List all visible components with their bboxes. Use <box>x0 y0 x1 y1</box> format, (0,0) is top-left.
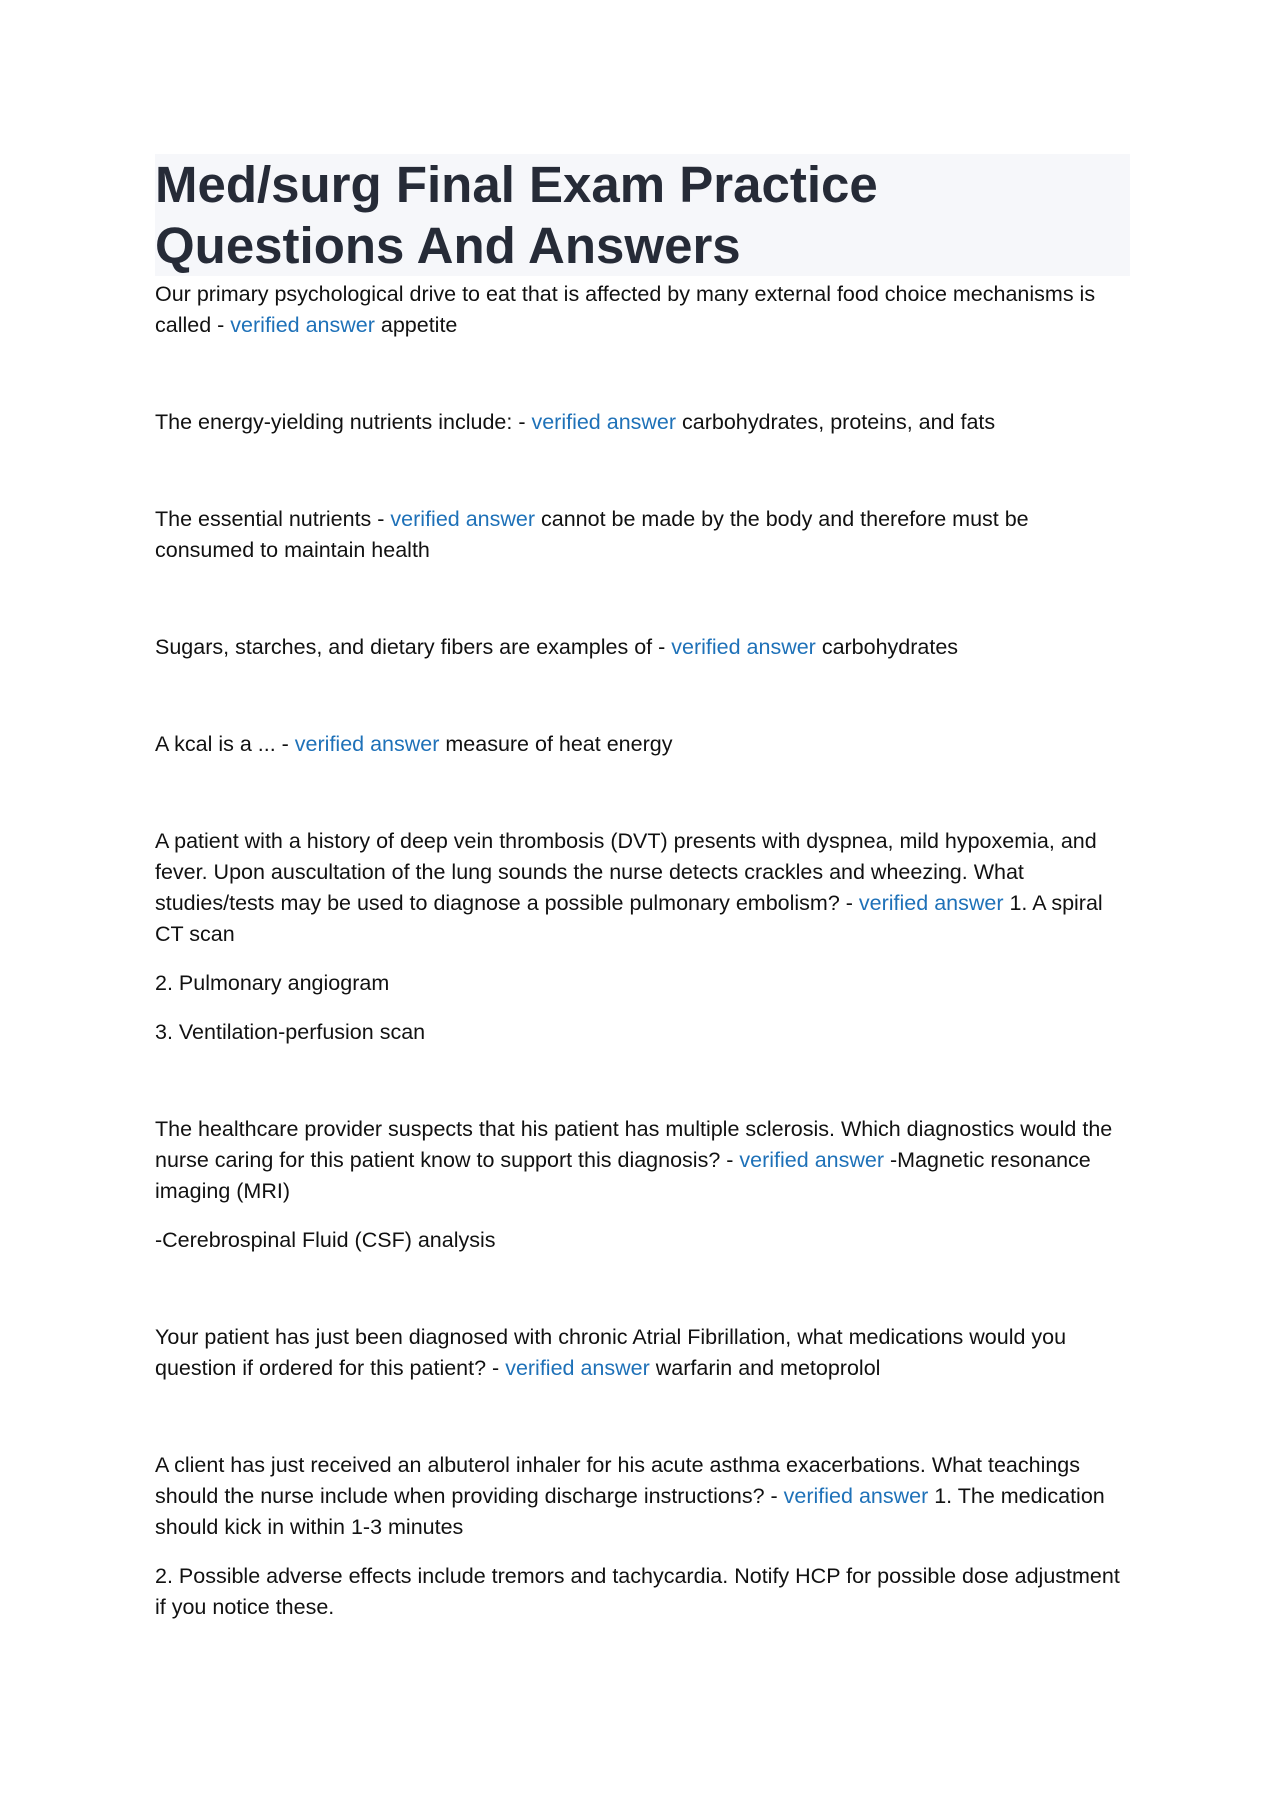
qa-item <box>155 407 1130 438</box>
question-text: The essential nutrients - <box>155 507 391 531</box>
qa-question <box>155 729 1130 760</box>
answer-list-item: 3. Ventilation-perfusion scan <box>155 1020 426 1044</box>
question-text: The energy-yielding nutrients include: - <box>155 410 532 434</box>
verified-answer-link[interactable]: verified answer <box>505 1356 650 1380</box>
verified-answer-link[interactable]: verified answer <box>531 410 677 434</box>
answer-text: appetite <box>374 313 458 337</box>
title-line-2: Questions And Answers <box>155 217 741 274</box>
verified-answer-link[interactable]: verified answer <box>858 891 1004 915</box>
answer-text: carbohydrates <box>815 635 959 659</box>
qa-question <box>155 1322 1130 1384</box>
qa-item <box>155 1114 1130 1256</box>
qa-item <box>155 279 1130 341</box>
question-text: A client has just received an albuterol inhaler for his acute asthma exacerbations. What teachings should the nurse include when providing discharge instructions? - <box>155 1453 1081 1508</box>
qa-question <box>155 407 1130 438</box>
answer-text: 1. The medication should kick in within 1-3 minutes <box>155 1484 1105 1539</box>
document-page <box>155 154 1130 1623</box>
qa-item <box>155 1450 1130 1623</box>
qa-item <box>155 729 1130 760</box>
answer-text: 1. A spiral CT scan <box>155 891 1103 946</box>
title-line-1: Med/surg Final Exam Practice <box>155 156 878 213</box>
document-title <box>155 154 1130 276</box>
answer-text: cannot be made by the body and therefore must be consumed to maintain health <box>155 507 1029 562</box>
qa-item <box>155 632 1130 663</box>
answer-list-item: 2. Pulmonary angiogram <box>155 971 390 995</box>
qa-item <box>155 1322 1130 1384</box>
verified-answer-link[interactable]: verified answer <box>739 1148 884 1172</box>
qa-question <box>155 826 1130 950</box>
qa-question <box>155 504 1130 566</box>
verified-answer-link[interactable]: verified answer <box>294 732 440 756</box>
question-text: A patient with a history of deep vein thrombosis (DVT) presents with dyspnea, mild hypoxemia, and fever. Upon auscultation of the lung sounds the nurse detects crackles and wheezing. What studies/tests may be used to diagnose a possible pulmonary embolism? - <box>155 829 1097 915</box>
answer-text: warfarin and metoprolol <box>649 1356 881 1380</box>
answer-text: measure of heat energy <box>439 732 673 756</box>
verified-answer-link[interactable]: verified answer <box>230 313 375 337</box>
question-text: A kcal is a ... - <box>155 732 295 756</box>
qa-question <box>155 1114 1130 1207</box>
qa-question <box>155 279 1130 341</box>
question-text: The healthcare provider suspects that his patient has multiple sclerosis. Which diagnostics would the nurse caring for this patient know to support this diagnosis? - <box>155 1117 1113 1172</box>
answer-list-item: 2. Possible adverse effects include tremors and tachycardia. Notify HCP for possible dose adjustment if you notice these. <box>155 1564 1120 1619</box>
verified-answer-link[interactable]: verified answer <box>783 1484 929 1508</box>
qa-item <box>155 826 1130 1048</box>
qa-list <box>155 279 1130 1623</box>
answer-list-item: -Cerebrospinal Fluid (CSF) analysis <box>155 1228 496 1252</box>
qa-item <box>155 504 1130 566</box>
question-text: Sugars, starches, and dietary fibers are examples of - <box>155 635 672 659</box>
answer-text: carbohydrates, proteins, and fats <box>676 410 996 434</box>
qa-question <box>155 1450 1130 1543</box>
answer-text: -Magnetic resonance imaging (MRI) <box>155 1148 1091 1203</box>
qa-question <box>155 632 1130 663</box>
verified-answer-link[interactable]: verified answer <box>671 635 816 659</box>
question-text: Your patient has just been diagnosed with chronic Atrial Fibrillation, what medications would you question if ordered for this patient? - <box>155 1325 1067 1380</box>
verified-answer-link[interactable]: verified answer <box>390 507 536 531</box>
question-text: Our primary psychological drive to eat that is affected by many external food choice mechanisms is called - <box>155 282 1096 337</box>
